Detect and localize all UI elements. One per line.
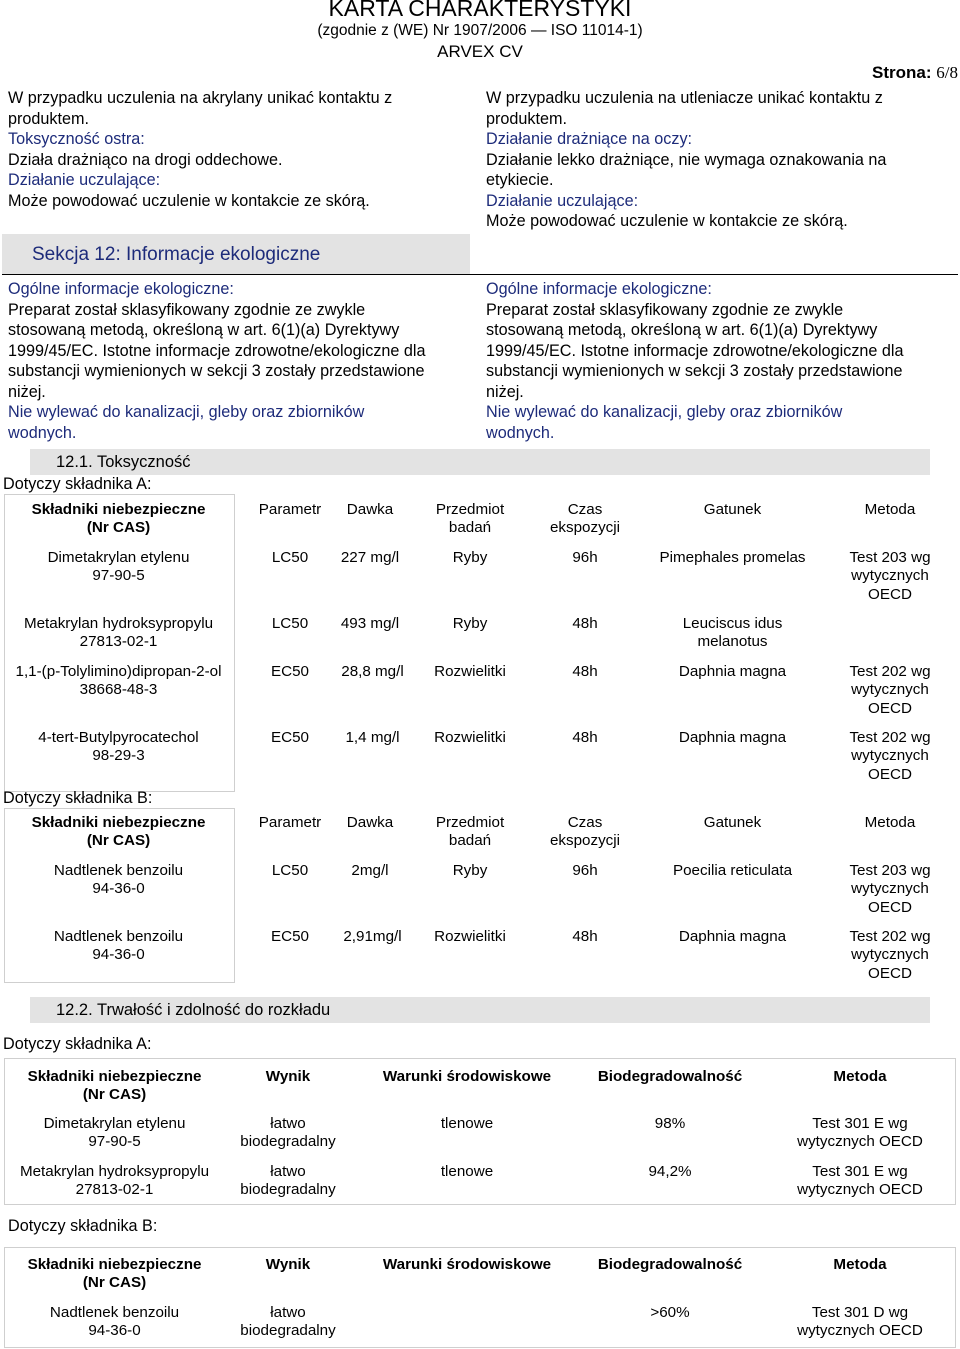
general-info-line: stosowaną metodą, określoną w art. 6(1)(a) Dyrektywy: [8, 321, 400, 339]
page-label: Strona:: [872, 63, 932, 82]
bio-a-header-substance: Składniki niebezpieczne (Nr CAS): [27, 1068, 202, 1104]
bio-value: >60%: [650, 1304, 690, 1321]
general-info-line: Preparat został sklasyfikowany zgodnie ze zwykle: [8, 300, 366, 319]
tox-dose: 2,91mg/l: [343, 928, 402, 945]
tox-species: Leuciscus idus melanotus: [682, 615, 783, 651]
bio-method: Test 301 E wg wytycznych OECD: [797, 1163, 923, 1199]
bio-substance: Dimetakrylan etylenu 97-90-5: [43, 1115, 186, 1151]
tox-subject: Ryby: [452, 549, 488, 566]
bio-method: Test 301 E wg wytycznych OECD: [797, 1115, 923, 1151]
right-top-block: [486, 88, 956, 232]
regulation-subtitle: (zgodnie z (WE) Nr 1907/2006 — ISO 11014-1): [317, 22, 643, 39]
general-info-heading-b: Ogólne informacje ekologiczne:: [486, 280, 712, 298]
oxidizer-note-cont: produktem.: [486, 109, 567, 128]
tox-time: 48h: [572, 729, 598, 746]
tox-time: 96h: [572, 549, 598, 566]
general-info-line-b: substancji wymienionych w sekcji 3 zostały przedstawione: [486, 362, 903, 380]
tox-method: Test 203 wg wytycznych OECD: [849, 549, 931, 603]
tox-subject: Rozwielitki: [434, 928, 506, 945]
tox-b-header-method: Metoda: [864, 814, 916, 831]
tox-substance: Metakrylan hydroksypropylu 27813-02-1: [23, 615, 214, 651]
sensitizing-text: Może powodować uczulenie w kontakcie ze skórą.: [8, 191, 370, 210]
bio-b-header-conditions: Warunki środowiskowe: [382, 1256, 552, 1273]
tox-b-header-time: Czas ekspozycji: [549, 814, 621, 850]
bio-value: 98%: [654, 1115, 686, 1132]
drain-warning-b-cont: wodnych.: [486, 423, 555, 442]
tox-a-header-time: Czas ekspozycji: [549, 501, 621, 537]
tox-substance: Nadtlenek benzoilu 94-36-0: [53, 928, 184, 964]
acute-toxicity-heading: Toksyczność ostra:: [8, 130, 145, 148]
tox-substance: Dimetakrylan etylenu 97-90-5: [47, 549, 190, 585]
tox-a-header-param: Parametr: [258, 501, 322, 518]
tox-component-b-label: Dotyczy składnika B:: [3, 789, 153, 807]
tox-method: Test 202 wg wytycznych OECD: [849, 663, 931, 717]
tox-species: Daphnia magna: [678, 729, 787, 746]
product-name: ARVEX CV: [437, 42, 523, 61]
tox-b-header-subject: Przedmiot badań: [435, 814, 505, 850]
bio-substance: Nadtlenek benzoilu 94-36-0: [49, 1304, 180, 1340]
tox-species: Poecilia reticulata: [672, 862, 793, 879]
allergy-note: W przypadku uczulenia na akrylany unikać kontaktu z: [8, 89, 393, 107]
bio-result: łatwo biodegradalny: [240, 1115, 336, 1151]
bio-component-a-label: Dotyczy składnika A:: [3, 1035, 152, 1053]
tox-a-header-substance: Składniki niebezpieczne (Nr CAS): [31, 501, 206, 537]
tox-param: LC50: [271, 615, 309, 632]
section-12-header: [2, 234, 470, 274]
tox-subject: Rozwielitki: [434, 729, 506, 746]
bio-a-header-conditions: Warunki środowiskowe: [382, 1068, 552, 1085]
general-info-line: niżej.: [8, 382, 46, 401]
subsection-toxicity-title: 12.1. Toksyczność: [56, 453, 191, 471]
tox-species: Daphnia magna: [678, 663, 787, 680]
tox-b-header-dose: Dawka: [346, 814, 394, 831]
tox-substance: Nadtlenek benzoilu 94-36-0: [53, 862, 184, 898]
document-title: KARTA CHARAKTERYSTYKI: [328, 0, 632, 21]
drain-warning: Nie wylewać do kanalizacji, gleby oraz zbiorników: [8, 403, 365, 421]
tox-param: EC50: [271, 928, 309, 945]
tox-component-a-label: Dotyczy składnika A:: [3, 475, 152, 493]
section-divider: [2, 274, 958, 275]
page-value: 6/8: [936, 63, 958, 82]
bio-component-b-label: Dotyczy składnika B:: [8, 1217, 158, 1235]
drain-warning-cont: wodnych.: [8, 423, 77, 442]
bio-method: Test 301 D wg wytycznych OECD: [797, 1304, 923, 1340]
eye-irritation-heading: Działanie drażniące na oczy:: [486, 130, 693, 148]
section-12-title: Sekcja 12: Informacje ekologiczne: [32, 244, 321, 265]
allergy-note-cont: produktem.: [8, 109, 89, 128]
tox-dose: 227 mg/l: [340, 549, 400, 566]
eye-irritation-text: Działanie lekko drażniące, nie wymaga oznakowania na: [486, 150, 887, 169]
tox-time: 96h: [572, 862, 598, 879]
bio-b-header-method: Metoda: [833, 1256, 887, 1273]
tox-subject: Ryby: [452, 862, 488, 879]
subsection-persistence-bar: [30, 997, 930, 1023]
tox-b-header-species: Gatunek: [703, 814, 762, 831]
bio-value: 94,2%: [648, 1163, 692, 1180]
bio-b-header-biodeg: Biodegradowalność: [597, 1256, 743, 1273]
bio-a-header-biodeg: Biodegradowalność: [597, 1068, 743, 1085]
general-info-line: substancji wymienionych w sekcji 3 zostały przedstawione: [8, 362, 425, 380]
general-info-line-b: niżej.: [486, 382, 524, 401]
tox-species: Pimephales promelas: [659, 549, 806, 566]
bio-conditions: tlenowe: [440, 1163, 494, 1180]
tox-method: Test 202 wg wytycznych OECD: [849, 729, 931, 783]
bio-b-header-result: Wynik: [265, 1256, 311, 1273]
tox-dose: 1,4 mg/l: [345, 729, 400, 746]
tox-dose: 2mg/l: [351, 862, 389, 879]
tox-dose: 28,8 mg/l: [341, 663, 404, 680]
bio-b-header-substance: Składniki niebezpieczne (Nr CAS): [27, 1256, 202, 1292]
general-info-line-b: stosowaną metodą, określoną w art. 6(1)(a) Dyrektywy: [486, 321, 878, 339]
general-info-right: [486, 279, 956, 443]
tox-species: Daphnia magna: [678, 928, 787, 945]
subsection-persistence-title: 12.2. Trwałość i zdolność do rozkładu: [56, 1001, 331, 1019]
tox-subject: Rozwielitki: [434, 663, 506, 680]
bio-a-header-result: Wynik: [265, 1068, 311, 1085]
general-info-left: [8, 279, 473, 443]
page-number: [872, 62, 958, 84]
tox-a-header-subject: Przedmiot badań: [435, 501, 505, 537]
bio-a-header-method: Metoda: [833, 1068, 887, 1085]
tox-substance: 1,1-(p-Tolylimino)dipropan-2-ol 38668-48-3: [15, 663, 222, 699]
tox-subject: Ryby: [452, 615, 488, 632]
general-info-line: 1999/45/EC. Istotne informacje zdrowotne/ekologiczne dla: [8, 341, 426, 360]
tox-param: LC50: [271, 549, 309, 566]
bio-conditions: tlenowe: [440, 1115, 494, 1132]
general-info-line-b: Preparat został sklasyfikowany zgodnie ze zwykle: [486, 300, 844, 319]
sensitizing-text-b: Może powodować uczulenie w kontakcie ze skórą.: [486, 212, 848, 230]
subsection-toxicity-bar: [30, 449, 930, 475]
left-top-block: [8, 88, 473, 211]
bio-result: łatwo biodegradalny: [240, 1163, 336, 1199]
acute-toxicity-text: Działa drażniąco na drogi oddechowe.: [8, 150, 283, 169]
tox-b-header-param: Parametr: [258, 814, 322, 831]
general-info-line-b: 1999/45/EC. Istotne informacje zdrowotne/ekologiczne dla: [486, 341, 904, 360]
tox-time: 48h: [572, 663, 598, 680]
tox-param: EC50: [271, 729, 309, 746]
tox-method: Test 202 wg wytycznych OECD: [849, 928, 931, 982]
bio-substance: Metakrylan hydroksypropylu 27813-02-1: [19, 1163, 210, 1199]
tox-substance: 4-tert-Butylpyrocatechol 98-29-3: [38, 729, 199, 765]
eye-irritation-text-cont: etykiecie.: [486, 171, 554, 189]
tox-dose: 493 mg/l: [340, 615, 400, 632]
tox-param: LC50: [271, 862, 309, 879]
general-info-heading: Ogólne informacje ekologiczne:: [8, 280, 234, 298]
tox-b-header-substance: Składniki niebezpieczne (Nr CAS): [31, 814, 206, 850]
drain-warning-b: Nie wylewać do kanalizacji, gleby oraz zbiorników: [486, 403, 843, 421]
tox-param: EC50: [271, 663, 309, 680]
tox-a-header-dose: Dawka: [346, 501, 394, 518]
tox-time: 48h: [572, 615, 598, 632]
sensitizing-heading-b: Działanie uczulające:: [486, 191, 639, 210]
tox-a-header-method: Metoda: [864, 501, 916, 518]
bio-result: łatwo biodegradalny: [240, 1304, 336, 1340]
tox-a-header-species: Gatunek: [703, 501, 762, 518]
tox-method: Test 203 wg wytycznych OECD: [849, 862, 931, 916]
sensitizing-heading: Działanie uczulające:: [8, 171, 161, 189]
tox-time: 48h: [572, 928, 598, 945]
oxidizer-note: W przypadku uczulenia na utleniacze unikać kontaktu z: [486, 89, 883, 107]
